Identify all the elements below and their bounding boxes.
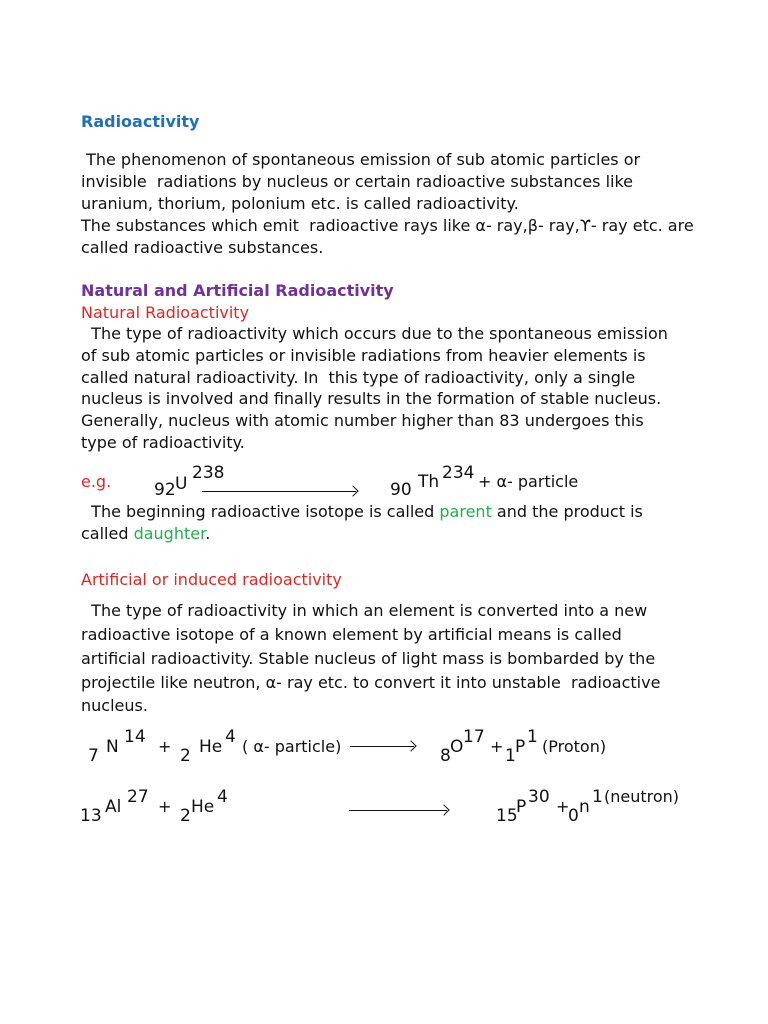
reaction-arrow bbox=[350, 746, 414, 747]
intro-line-4: The substances which emit radioactive rays like α- ray,β- ray,ϒ- ray etc. are bbox=[81, 216, 694, 235]
al-atomic-number: 13 bbox=[80, 806, 102, 826]
p-mass-number: 1 bbox=[527, 727, 538, 747]
n-symbol: N bbox=[106, 737, 119, 757]
o-atomic-number: 8 bbox=[440, 746, 451, 766]
th-mass-number: 234 bbox=[442, 463, 475, 483]
al-symbol: Al bbox=[105, 797, 122, 817]
heading-natural-artificial: Natural and Artificial Radioactivity bbox=[81, 281, 394, 300]
n-atomic-number: 0 bbox=[568, 806, 579, 826]
artificial-line-3: artificial radioactivity. Stable nucleus of light mass is bombarded by the bbox=[81, 649, 656, 668]
natural-line-6: type of radioactivity. bbox=[81, 433, 245, 452]
neutron-note: (neutron) bbox=[604, 787, 680, 806]
heading-radioactivity: Radioactivity bbox=[81, 112, 200, 131]
p-mass-number: 30 bbox=[528, 787, 550, 807]
plus-sign-2: + bbox=[556, 797, 570, 816]
u-mass-number: 238 bbox=[192, 463, 225, 483]
intro-line-2: invisible radiations by nucleus or certain radioactive substances like bbox=[81, 172, 633, 191]
natural-line-3: called natural radioactivity. In this type of radioactivity, only a single bbox=[81, 368, 636, 387]
he-symbol: He bbox=[199, 737, 223, 757]
he-mass-number: 4 bbox=[225, 727, 236, 747]
parent-term: parent bbox=[439, 502, 492, 521]
n-mass-number: 1 bbox=[592, 787, 603, 807]
plus-sign-1: + bbox=[158, 797, 172, 816]
parent-post: and the product is bbox=[491, 502, 643, 521]
o-mass-number: 17 bbox=[463, 727, 485, 747]
n-symbol: n bbox=[579, 797, 590, 817]
natural-line-4: nucleus is involved and finally results in the formation of stable nucleus. bbox=[81, 389, 662, 408]
reaction-arrow bbox=[202, 491, 356, 492]
n-atomic-number: 7 bbox=[88, 746, 99, 766]
artificial-line-1: The type of radioactivity in which an element is converted into a new bbox=[81, 601, 648, 620]
natural-line-2: of sub atomic particles or invisible radiations from heavier elements is bbox=[81, 346, 646, 365]
intro-line-1: The phenomenon of spontaneous emission of sub atomic particles or bbox=[81, 150, 641, 169]
daughter-line bbox=[81, 523, 210, 545]
plus-sign-2: + bbox=[490, 737, 504, 756]
p-symbol: P bbox=[516, 797, 527, 817]
parent-line bbox=[81, 501, 643, 523]
th-atomic-number: 90 bbox=[390, 480, 412, 500]
n-mass-number: 14 bbox=[124, 727, 146, 747]
plus-sign-1: + bbox=[158, 737, 172, 756]
proton-note: (Proton) bbox=[542, 737, 607, 756]
eg-label: e.g. bbox=[81, 472, 112, 491]
artificial-line-4: projectile like neutron, α- ray etc. to convert it into unstable radioactive bbox=[81, 673, 661, 692]
intro-line-3: uranium, thorium, polonium etc. is called radioactivity. bbox=[81, 194, 519, 213]
daughter-post: . bbox=[205, 524, 211, 543]
he-atomic-number: 2 bbox=[180, 806, 191, 826]
he-symbol: He bbox=[191, 797, 215, 817]
al-mass-number: 27 bbox=[127, 787, 149, 807]
p-atomic-number: 1 bbox=[505, 746, 516, 766]
parent-pre: The beginning radioactive isotope is called bbox=[81, 502, 440, 521]
u-atomic-number: 92 bbox=[154, 480, 176, 500]
alpha-particle-note: ( α- particle) bbox=[242, 737, 342, 756]
he-mass-number: 4 bbox=[217, 787, 228, 807]
he-atomic-number: 2 bbox=[180, 746, 191, 766]
alpha-particle-product: + α- particle bbox=[478, 472, 579, 491]
intro-line-5: called radioactive substances. bbox=[81, 238, 324, 257]
subheading-natural: Natural Radioactivity bbox=[81, 303, 250, 322]
p-symbol: P bbox=[515, 737, 526, 757]
subheading-artificial: Artificial or induced radioactivity bbox=[81, 570, 342, 589]
natural-line-5: Generally, nucleus with atomic number higher than 83 undergoes this bbox=[81, 411, 644, 430]
th-symbol: Th bbox=[418, 472, 440, 492]
daughter-term: daughter bbox=[133, 524, 206, 543]
artificial-line-2: radioactive isotope of a known element by artificial means is called bbox=[81, 625, 622, 644]
p-atomic-number: 15 bbox=[496, 806, 518, 826]
u-symbol: U bbox=[175, 474, 188, 494]
artificial-line-5: nucleus. bbox=[81, 696, 148, 715]
daughter-pre: called bbox=[81, 524, 134, 543]
natural-line-1: The type of radioactivity which occurs due to the spontaneous emission bbox=[81, 324, 668, 343]
reaction-arrow bbox=[349, 810, 447, 811]
o-symbol: O bbox=[450, 737, 464, 757]
